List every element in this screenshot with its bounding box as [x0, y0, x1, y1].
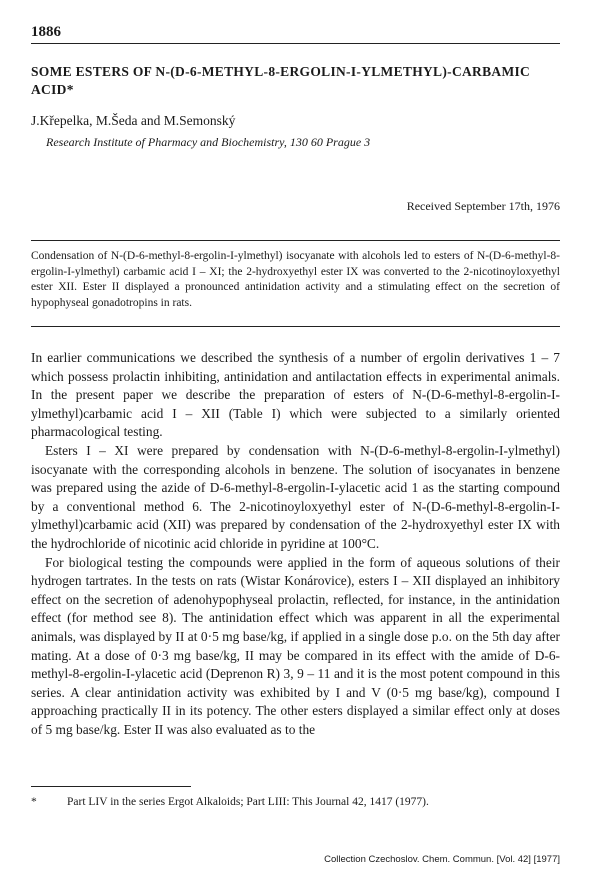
affiliation: Research Institute of Pharmacy and Biochemistry, 130 60 Prague 3 — [46, 135, 371, 149]
footnote-rule — [31, 786, 191, 787]
abstract: Condensation of N-(D-6-methyl-8-ergolin-I-ylmethyl) isocyanate with alcohols led to esters of N-(D-6-methyl-8-ergolin-I-ylmethyl) carbamic acid I – XI; the 2-hydroxyethyl ester IX was converted to the 2-nicotinoyloxyethyl ester XII. Ester II displayed a pronounced antinidation activity and a stimulating effect on the secretion of hypophyseal gonadotropins in rats. — [31, 250, 560, 309]
journal-footer: Collection Czechoslov. Chem. Commun. [Vol. 42] [1977] — [324, 854, 560, 865]
body-paragraph: Esters I – XI were prepared by condensation with N-(D-6-methyl-8-ergolin-I-ylmethyl) isocyanate with the corresponding alcohols in benzene. The solution of isocyanates in benzene was prepared using the azide of D-6-methyl-8-ergolin-I-ylacetic acid 1 as the starting compound by a conventional method 6. The 2-nicotinoyloxyethyl ester of N-(D-6-methyl-8-ergolin-I-ylmethyl)carbamic acid (XII) was prepared by condensation of the 2-hydroxyethyl ester IX with the hydrochloride of nicotinic acid chloride in pyridine at 100°C. — [31, 442, 560, 551]
body-paragraph: In earlier communications we described the synthesis of a number of ergolin derivatives 1 – 7 which possess prolactin inhibiting, antinidation and antilactation effects in experimental animals. In the present paper we describe the preparation of esters of N-(D-6-methyl-8-ergolin-I-ylmethyl)carbamic acid I – XII (Table I) which were subjected to a similarly oriented pharmacological testing. — [31, 350, 560, 440]
article-title: SOME ESTERS OF N-(D-6-METHYL-8-ERGOLIN-I-YLMETHYL)-CARBAMIC ACID* — [31, 64, 531, 97]
footnote-mark: * — [31, 796, 37, 808]
abstract-bottom-rule — [31, 326, 560, 327]
footnote — [31, 796, 560, 808]
body-paragraph: For biological testing the compounds were applied in the form of aqueous solutions of their hydrogen tartrates. In the tests on rats (Wistar Konárovice), esters I – XII displayed an inhibitory effect on the secretion of adenohypophyseal prolactin, reflected, for instance, in the antinidation effect (for method see 8). The antinidation effect which was apparent in all the experimental animals, was displayed by II at 0·5 mg base/kg, if applied in a single dose p.o. on the 5th day after mating. At a dose of 0·3 mg base/kg, II may be compared in its effect with the amide of D-6-methyl-8-ergolin-I-ylacetic acid (Deprenon R) 3, 9 – 11 and it is the most potent compound in this series. A clear antinidation activity was exhibited by I and V (0·5 mg base/kg), compound I approaching practically II in its potency. The other esters displayed a similar effect only at doses of 5 mg base/kg. Ester II was also evaluated as to the — [31, 554, 560, 737]
received-date: Received September 17th, 1976 — [406, 199, 560, 213]
page-number: 1886 — [31, 24, 61, 40]
author-list: J.Křepelka, M.Šeda and M.Semonský — [31, 113, 236, 128]
body-text — [31, 349, 560, 739]
header-rule — [31, 43, 560, 44]
abstract-top-rule — [31, 240, 560, 241]
footnote-text: Part LIV in the series Ergot Alkaloids; Part LIII: This Journal 42, 1417 (1977). — [67, 796, 429, 808]
